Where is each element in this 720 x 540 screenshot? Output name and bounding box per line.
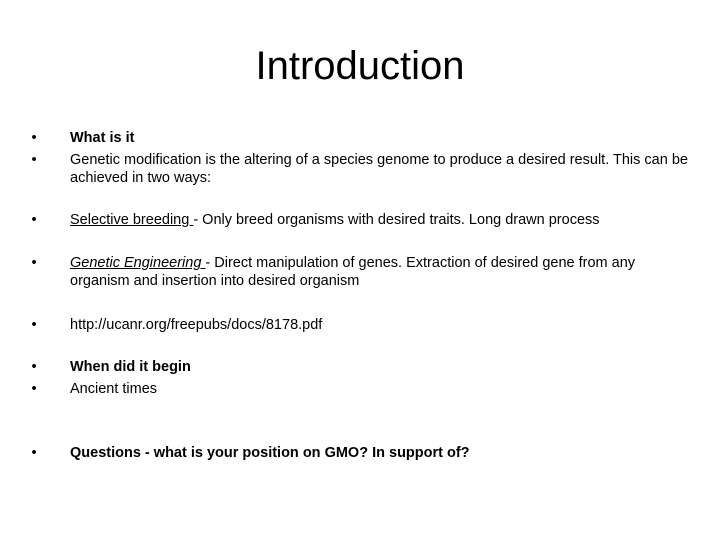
bullet-marker: • [31, 255, 37, 271]
bullet-text: When did it begin [70, 359, 191, 375]
bullet-marker: • [31, 381, 37, 397]
term-selective-breeding: Selective breeding [70, 212, 194, 228]
bullet-text: Questions - what is your position on GMO? In support of? [70, 445, 470, 461]
bullet-text: What is it [70, 130, 135, 146]
term-description: - Direct manipulation of genes. Extraction of desired gene from any organism and insertion into desired organism [70, 255, 636, 289]
bullet-marker: • [31, 359, 37, 375]
bullet-text [70, 254, 690, 290]
bullet-marker: • [31, 152, 37, 168]
bullet-marker: • [31, 445, 37, 461]
bullet-text: Genetic modification is the altering of a species genome to produce a desired result. This can be achieved in two ways: [70, 152, 688, 186]
url-text: http://ucanr.org/freepubs/docs/8178.pdf [70, 317, 323, 333]
bullet-marker: • [31, 317, 37, 333]
bullet-text [70, 211, 690, 229]
term-genetic-engineering: Genetic Engineering [70, 255, 206, 271]
bullet-marker: • [31, 212, 37, 228]
term-description: - Only breed organisms with desired traits. Long drawn process [193, 212, 600, 228]
bullet-marker: • [31, 130, 37, 146]
bullet-text: Ancient times [70, 381, 158, 397]
slide-title: Introduction [255, 44, 465, 88]
